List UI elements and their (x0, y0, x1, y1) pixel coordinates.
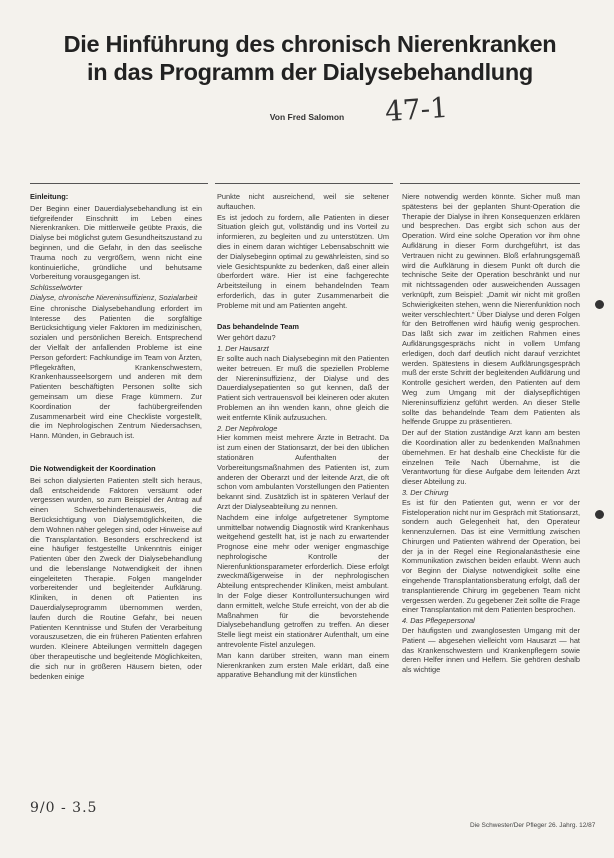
article-title (30, 30, 590, 86)
text-column-2 (217, 192, 389, 681)
paragraph: Hier kommen meist mehrere Ärzte in Betracht. Da ist zum einen der Stationsarzt, der bei den üblichen stationären Aufenthalten der Vorbereitungsmaßnahmen des Patienten ist, zum anderen der Oberarzt und der leitende Arzt, die oft schon vom ambulanten Vorstellungen den Patienten bekannt sind. Zusätzlich ist in späteren Verlauf der Arzt der Dialyseabteilung zu nennen. (217, 433, 389, 511)
binding-hole-mark (595, 300, 604, 309)
text-column-3 (402, 192, 580, 676)
paragraph: Es ist für den Patienten gut, wenn er vor der Fisteloperation nicht nur im Gespräch mit Stationsarzt, sondern auch Gelegenheit hat, den Operateur kennenzulernen. Das ist eine Vermittlung zwischen Chirurgen und Patienten während der Operation, bei der ja in der Regel eine Regionalanästhesie eine Kommunikation zwischen beiden erlaubt. Wenn auch vor Beginn der Dialyse notwendigkeit sollte eine eingehende Transplantationsberatung erfolgt, daß der transplantierende Chirurg im gegebenen Team nicht vergessen werden. Zu gegebener Zeit sollte die Frage einer Transplantation mit dem Patienten besprochen. (402, 497, 580, 615)
title-line-1: Die Hinführung des chronisch Nierenkranken (63, 31, 557, 57)
paragraph: Es ist jedoch zu fordern, alle Patienten in dieser Situation gleich gut, vollständig und ins Vorteil zu informieren, zu begleiten und zu unterstützen. Um dies in einem daran wichtiger Lebensabschnitt wie der Dialysebeginn optimal zu gewährleisten, sind so viele Gesichtspunkte zu bedenken, daß einer allein überfordert wäre. Hier ist eine fachgerechte Arbeitsteilung in einem behandelnden Team erforderlich, das in guter Zusammenarbeit die Probleme mit und am Patienten angeht. (217, 212, 389, 310)
paragraph: Eine chronische Dialysebehandlung erfordert im Interesse des Patienten die sorgfältige Berücksichtigung vieler Faktoren im medizinischen, sozialen und persönlichen Bereich. Entsprechend der Vielfalt der anfallenden Probleme ist eine Person gefordert: Fachkundige im Team von Ärzten, Pflegekräften, Krankenschwestern, Krankenhausseelsorgern und anderen mit dem Patienten beschäftigten Personen sollte sich gemeinsam um diese Frage kümmern. Zur Koordination der fachübergreifenden Zusammenarbeit wird eine Checkliste vorgestellt, die im Nephrologischen Zentrum Niedersachsen, Hann. Münden, in Gebrauch ist. (30, 303, 202, 441)
column-rule-2 (215, 183, 393, 184)
column-rule-1 (30, 183, 208, 184)
heading-koordination: Die Notwendigkeit der Koordination (30, 463, 156, 473)
paragraph: Nachdem eine infolge aufgetretener Symptome unmittelbar notwendig Diagnostik wird Krankenhaus weitgehend gestellt hat, ist je nach zu erwartender Prognose eine mehr oder weniger engmaschige nephrologische Kontrolle der Nierenfunktionsparameter erforderlich. Diese erfolgt zweckmäßigerweise in der nephrologischen Abteilung entsprechender Kliniken, meist ambulant. In der Folge dieser Kontrolluntersuchungen wird dann ermittelt, welche Stufe erreicht, von der ab die Maßnahmen für die bevorstehende Dialysebehandlung getroffen zu treffen. An dieser Stelle liegt meist ein stationärer Aufenthalt, um eine antrevolente Fistel anzulegen. (217, 512, 389, 650)
handwritten-page-note: 9/0 - 3.5 (30, 800, 98, 816)
heading-nephrologe: 2. Der Nephrologe (217, 423, 278, 433)
journal-footer: Die Schwester/Der Pfleger 26. Jahrg. 12/87 (470, 822, 596, 829)
heading-hausarzt: 1. Der Hausarzt (217, 344, 269, 354)
heading-schluesselwoerter: Schlüsselwörter (30, 283, 83, 293)
paragraph: Niere notwendig werden könnte. Sicher muß man spätestens bei der geplanten Shunt-Operation die Therapie der Dialyse in ihren Konsequenzen erklären und besprechen. Das ergibt sich schon aus der Operation. Wird eine solche Operation vor ihm ohne Aufklärung in dieser Form durchgeführt, ist das Vertrauen nicht zu gewinnen. Bloß erfahrungsgemäß wird die Aufklärung in diesem Punkt oft durch die technische Seite der Operation beschränkt und nur mit nichtssagenden oder ausweichenden Aussagen verknüpft, zum Beispiel: „Damit wir nicht mit großen Schwierigkeiten stehen, wenn die Nierenfunktion noch weiter verschlechtert.“ Über Dialyse und deren Folgen für den Betroffenen wird häufig wenig gesprochen. Das läßt sich zwar im zeitlichen Rahmen eines Aufklärungsgesprächs nicht in vollem Umfang erledigen, doch darf deutlich nicht darauf verzichtet werden. Spätestens in diesem Aufklärungsgespräch muß der erste Schritt der begleitenden Aufklärung und Kontrolle gesichert werden, den Patienten auf dem Weg zum Umgang mit der dialysepflichtigen Niereninsuffizienz geführt werden. An dieser Stelle sollte das behandelnde Team dem Patienten als helfende Gruppe zu präsentieren. (402, 192, 580, 427)
keywords: Dialyse, chronische Niereninsuffizienz, Sozialarbeit (30, 292, 198, 302)
column-rule-3 (400, 183, 580, 184)
paragraph: Wer gehört dazu? (217, 333, 276, 343)
heading-pflegepersonal: 4. Das Pflegepersonal (402, 616, 475, 626)
paragraph: Der häufigsten und zwanglosesten Umgang mit der Patient — abgesehen vielleicht vom Hausarzt — hat das Krankenschwestern und Krankenpflegern sowie deren Helfer innen und Helfern. Sie gehören deshalb als wichtige (402, 626, 580, 675)
title-line-2: in das Programm der Dialysebehandlung (87, 59, 533, 85)
paragraph: Punkte nicht ausreichend, weil sie seltener auftauchen. (217, 192, 389, 211)
binding-hole-mark (595, 510, 604, 519)
handwritten-note: 47-1 (383, 90, 449, 129)
author-byline: Von Fred Salomon (269, 112, 345, 122)
paragraph: Der Beginn einer Dauerdialysebehandlung ist ein tiefgreifender Einschnitt im Leben eines Nierenkranken. Die mittlerweile geübte Praxis, die Dialyse bei möglichst gutem Gesundheitszustand zu beginnen, und die Gefahr, in den das seelische Trauma noch zu vergrößern, wenn nicht eine kontinuierliche, gründliche und behutsame Vorbereitung vorausgegangen ist. (30, 203, 202, 282)
paragraph: Bei schon dialysierten Patienten stellt sich heraus, daß entscheidende Faktoren versäumt oder vergessen wurden, so zum Beispiel der Antrag auf einen Schwerbehindertenausweis, die Berücksichtigung von Dialysemöglichkeiten, die dem Wohnen näher gelegen sind, oder Hinweise auf die Transplantation. Besonders erschreckend ist eine häufiger festgestellte Unkenntnis einiger Patienten über den Zweck der Dialysebehandlung und die lebenslange Notwendigkeit der ihnen eingeleiteten Therapie. Folgen mangelnder vorbereitender und begleitender Aufklärung. Kliniken, in denen oft Patienten ins Dauerdialyseprogramm übernommen werden, laufen durch die Routine Gefahr, bei neuen Patienten Kenntnisse und Stufen der Verarbeitung vorauszusetzen, die ein früheren Patienten erfahren wurden. Kleinere Abteilungen vermitteln dagegen über therapeutische und begleitende Möglichkeiten, die sich nur in größeren Häusern bieten, oder bedenken einige (30, 475, 202, 681)
heading-team: Das behandelnde Team (217, 321, 300, 331)
text-column-1 (30, 192, 202, 682)
paragraph: Der auf der Station zuständige Arzt kann am besten die Koordination aller zu bedenkenden Maßnahmen übernehmen. Er hat deshalb eine Checkliste für die einzelnen Teile Nach Übernahme, ist die Verantwortung für diese Aufgabe dem leitenden Arzt dieser Abteilung zu. (402, 428, 580, 487)
heading-chirurg: 3. Der Chirurg (402, 487, 449, 497)
paragraph: Er sollte auch nach Dialysebeginn mit den Patienten weiter betreuen. Er muß die speziellen Probleme der Niereninsuffizienz, der Dialyse und des Dauerdialysepatienten so gut kennen, daß der Patient sich vertrauensvoll bei kleineren oder akuten Problemen an ihn wenden kann, ohne gleich die weit entfernte Klinik aufzusuchen. (217, 353, 389, 422)
paragraph: Man kann darüber streiten, wann man einem Nierenkranken zum ersten Male erklärt, daß eine apparative Behandlung mit der künstlichen (217, 650, 389, 680)
heading-einleitung: Einleitung: (30, 192, 69, 201)
